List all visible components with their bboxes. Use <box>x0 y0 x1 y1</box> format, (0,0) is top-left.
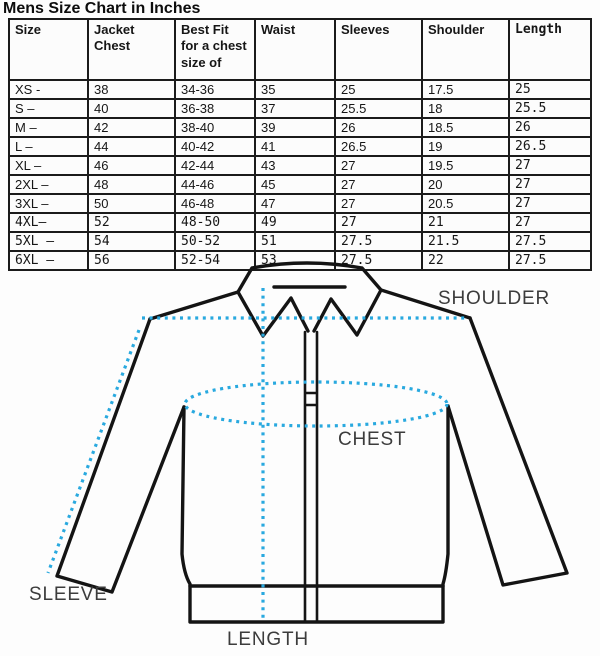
table-cell: 40-42 <box>175 137 255 156</box>
table-cell: 27 <box>509 156 591 175</box>
jacket-body <box>182 406 448 622</box>
table-cell: 27.5 <box>335 232 422 251</box>
table-cell: 49 <box>255 213 335 232</box>
table-cell: 52-54 <box>175 251 255 270</box>
table-cell: 27 <box>509 213 591 232</box>
table-cell: 51 <box>255 232 335 251</box>
table-cell: 20 <box>422 175 509 194</box>
table-cell: 44-46 <box>175 175 255 194</box>
table-row <box>9 99 591 118</box>
table-cell: 41 <box>255 137 335 156</box>
table-cell: 6XL – <box>9 251 88 270</box>
shoulder-seams <box>150 290 470 319</box>
table-cell: 2XL – <box>9 175 88 194</box>
table-cell: XL – <box>9 156 88 175</box>
table-cell: 25 <box>509 80 591 99</box>
table-cell: 27 <box>335 194 422 213</box>
table-cell: 26.5 <box>509 137 591 156</box>
table-cell: 25 <box>335 80 422 99</box>
table-cell: 35 <box>255 80 335 99</box>
table-cell: 26.5 <box>335 137 422 156</box>
table-cell: 38 <box>88 80 175 99</box>
table-cell: XS - <box>9 80 88 99</box>
table-row <box>9 156 591 175</box>
table-cell: 25.5 <box>509 99 591 118</box>
table-cell: 18.5 <box>422 118 509 137</box>
table-cell: 3XL – <box>9 194 88 213</box>
table-cell: 26 <box>335 118 422 137</box>
table-cell: 25.5 <box>335 99 422 118</box>
table-cell: M – <box>9 118 88 137</box>
table-cell: 38-40 <box>175 118 255 137</box>
zipper <box>305 332 317 622</box>
table-cell: 54 <box>88 232 175 251</box>
sleeve-label: SLEEVE <box>29 584 108 605</box>
column-header: Sleeves <box>335 19 422 80</box>
table-cell: 21 <box>422 213 509 232</box>
column-header: Waist <box>255 19 335 80</box>
table-cell: S – <box>9 99 88 118</box>
table-cell: 27.5 <box>335 251 422 270</box>
column-header: Size <box>9 19 88 80</box>
shoulder-label: SHOULDER <box>438 288 550 309</box>
table-row <box>9 137 591 156</box>
table-row <box>9 118 591 137</box>
table-cell: 34-36 <box>175 80 255 99</box>
table-cell: 40 <box>88 99 175 118</box>
table-cell: 36-38 <box>175 99 255 118</box>
size-table-header-row <box>9 19 591 80</box>
right-sleeve <box>448 318 567 585</box>
table-cell: 52 <box>88 213 175 232</box>
table-row <box>9 175 591 194</box>
table-cell: 47 <box>255 194 335 213</box>
length-label: LENGTH <box>227 629 309 650</box>
column-header: Best Fit for a chest size of <box>175 19 255 80</box>
collar <box>238 263 381 336</box>
chest-label: CHEST <box>338 429 407 450</box>
table-cell: 44 <box>88 137 175 156</box>
table-row <box>9 213 591 232</box>
sleeve-measure-line <box>48 330 139 573</box>
column-header: Shoulder <box>422 19 509 80</box>
table-cell: 48 <box>88 175 175 194</box>
page-title: Mens Size Chart in Inches <box>3 0 201 17</box>
table-cell: 27.5 <box>509 251 591 270</box>
table-cell: 5XL – <box>9 232 88 251</box>
table-cell: 27 <box>509 175 591 194</box>
table-cell: 17.5 <box>422 80 509 99</box>
table-cell: 19.5 <box>422 156 509 175</box>
table-cell: 48-50 <box>175 213 255 232</box>
measure-lines <box>48 288 468 622</box>
table-cell: 37 <box>255 99 335 118</box>
table-cell: 39 <box>255 118 335 137</box>
table-cell: 53 <box>255 251 335 270</box>
table-cell: 42 <box>88 118 175 137</box>
jacket-diagram <box>0 236 600 656</box>
table-cell: 27.5 <box>509 232 591 251</box>
table-cell: 27 <box>335 175 422 194</box>
table-cell: 20.5 <box>422 194 509 213</box>
table-cell: 27 <box>509 194 591 213</box>
table-cell: 43 <box>255 156 335 175</box>
table-cell: 4XL– <box>9 213 88 232</box>
table-cell: 19 <box>422 137 509 156</box>
size-table <box>8 18 592 271</box>
table-cell: 56 <box>88 251 175 270</box>
table-cell: 46 <box>88 156 175 175</box>
table-row <box>9 194 591 213</box>
left-sleeve <box>57 319 184 592</box>
table-cell: 45 <box>255 175 335 194</box>
table-cell: L – <box>9 137 88 156</box>
column-header: Jacket Chest <box>88 19 175 80</box>
column-header: Length <box>509 19 591 80</box>
table-cell: 22 <box>422 251 509 270</box>
table-cell: 21.5 <box>422 232 509 251</box>
table-cell: 27 <box>335 213 422 232</box>
table-cell: 27 <box>335 156 422 175</box>
table-cell: 18 <box>422 99 509 118</box>
table-cell: 26 <box>509 118 591 137</box>
table-cell: 50-52 <box>175 232 255 251</box>
table-cell: 42-44 <box>175 156 255 175</box>
table-cell: 46-48 <box>175 194 255 213</box>
table-cell: 50 <box>88 194 175 213</box>
table-row <box>9 80 591 99</box>
